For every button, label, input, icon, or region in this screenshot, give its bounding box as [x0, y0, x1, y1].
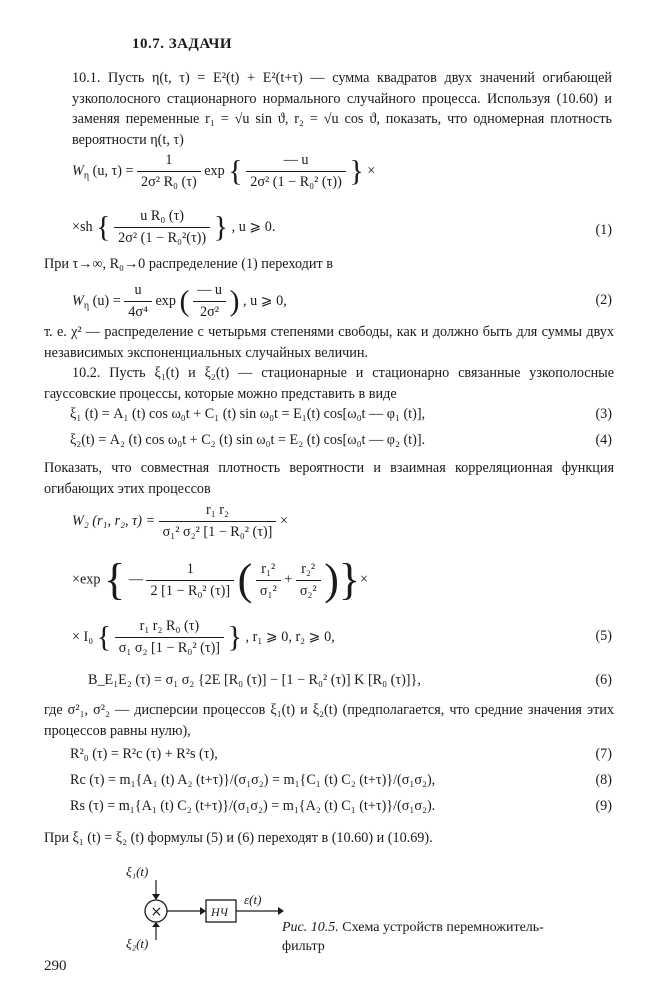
equation-6-number: (6) [595, 672, 612, 688]
equation-1-number: (1) [595, 222, 612, 238]
equation-9-number: (9) [595, 798, 612, 814]
page-number: 290 [44, 958, 67, 974]
equation-4-number: (4) [595, 432, 612, 448]
eq5-fraction-2: $\frac{1}{\text{2 [1 − R₀² (τ)]}}$ [146, 561, 234, 600]
eq5-fraction-4: $\frac{\text{r₂²}}{\text{σ₂²}}$ [296, 561, 321, 600]
caption-text: Схема устройств перемножитель-фильтр [282, 920, 544, 954]
eq1-fraction-2: $\frac{— u}{\text{2σ² (1 − R₀² (τ))}}$ [246, 152, 346, 191]
equation-4: ξ₂(t) = A₂ (t) cos ω₀t + C₂ (t) sin ω₀t = E₂ (t) cos[ω₀t — φ₂ (t)]. [70, 432, 426, 448]
equation-5-line-1: W₂ (r₁, r₂, τ) = $\frac{\text{r₁ r₂}}{\text{σ₁² σ₂² [1 − R₀² (τ)]}}$ × [72, 502, 288, 540]
figure-caption [282, 918, 582, 956]
equation-8: Rc (τ) = m₁{A₁ (t) A₂ (t+τ)}/(σ₁σ₂) = m₁{C₁ (t) C₂ (t+τ)}/(σ₁σ₂), [70, 772, 436, 788]
limit-text: При τ→∞, R₀→0 распределение (1) переходит в [44, 256, 333, 272]
input-bottom-label: ξ₂(t) [126, 936, 149, 951]
figure-multiplier-filter [120, 860, 290, 957]
eq5-fraction-1: $\frac{\text{r₁ r₂}}{\text{σ₁² σ₂² [1 − R₀² (τ)]}}$ [159, 502, 277, 541]
input-top-label: ξ₁(t) [126, 864, 149, 879]
equation-5-line-3: × I₀ { $\frac{\text{r₁ r₂ R₀ (τ)}}{\text{σ₁ σ₂ [1 − R₀² (τ)]}}$ } , r₁ ⩾ 0, r₂ ⩾ 0, [72, 618, 335, 656]
equation-1-line-1: $W_\eta$ (u, τ) = $\frac{1}{\text{2σ² R₀ (τ)}}$ exp { $\frac{— u}{\text{2σ² (1 − R₀² (τ))}}$ } × [72, 152, 376, 190]
equation-6: B_E₁E₂ (τ) = σ₁ σ₂ {2E [R₀ (τ)] − [1 − R₀² (τ)] K [R₀ (τ)]}, [88, 672, 421, 688]
problem-10-2-text: 10.2. Пусть ξ₁(t) и ξ₂(t) — стационарные и стационарно связанные узкополосные гауссовские процессы, которые можно представить в виде [44, 365, 614, 402]
problem-10-1-text: 10.1. Пусть η(t, τ) = E²(t) + E²(t+τ) — сумма квадратов двух значений огибающей узкополосного стационарного нормального случайного процесса. Используя (10.60) и заменяя переменные r₁ = √u sin ϑ, r₂ = √u cos ϑ, показать, что одномерная плотность вероятности η(t, τ) [72, 70, 612, 148]
eq2-fraction-1: $\frac{u}{\text{4σ⁴}}$ [124, 282, 152, 321]
eq1-fraction-1: $\frac{1}{\text{2σ² R₀ (τ)}}$ [137, 152, 201, 191]
multiplier-symbol: × [150, 904, 163, 920]
final-text: При ξ₁ (t) = ξ₂ (t) формулы (5) и (6) переходят в (10.60) и (10.69). [44, 830, 433, 846]
equation-5-line-2: ×exp { — $\frac{1}{\text{2 [1 − R₀² (τ)]}}$ ( $\frac{\text{r₁²}}{\text{σ₁²}}$ + $\frac{\text{r₂²}}{\text{σ₂²}}$ )}× [72, 555, 369, 604]
equation-1-line-2: ×sh { $\frac{\text{u R₀ (τ)}}{\text{2σ² (1 − R₀²(τ))}}$ } , u ⩾ 0. [72, 208, 276, 246]
block-diagram [120, 860, 290, 952]
equation-2: $W_\eta$ (u) = $\frac{u}{\text{4σ⁴}}$ exp ( $\frac{— u}{\text{2σ²}}$ ) , u ⩾ 0, [72, 282, 287, 320]
equation-9: Rs (τ) = m₁{A₁ (t) C₂ (t+τ)}/(σ₁σ₂) = m₁{A₂ (t) C₁ (t+τ)}/(σ₁σ₂). [70, 798, 436, 814]
eq1-fraction-3: $\frac{\text{u R₀ (τ)}}{\text{2σ² (1 − R₀²(τ))}}$ [114, 208, 210, 247]
conclusion-text: т. е. χ² — распределение с четырьмя степенями свободы, как и должно быть для суммы двух независимых экспоненциальных случайных величин. [44, 324, 614, 361]
filter-label: НЧ [211, 905, 228, 919]
show-text: Показать, что совместная плотность вероятности и взаимная корреляционная функция огибающих этих процессов [44, 460, 614, 497]
equation-5-number: (5) [595, 628, 612, 644]
equation-7: R²₀ (τ) = R²c (τ) + R²s (τ), [70, 746, 218, 762]
section-heading: 10.7. ЗАДАЧИ [132, 36, 233, 52]
equation-7-number: (7) [595, 746, 612, 762]
equation-3: ξ₁ (t) = A₁ (t) cos ω₀t + C₁ (t) sin ω₀t = E₁(t) cos[ω₀t — φ₁ (t)], [70, 406, 426, 422]
equation-8-number: (8) [595, 772, 612, 788]
equation-3-number: (3) [595, 406, 612, 422]
output-label: ε(t) [244, 892, 262, 907]
where-text: где σ²₁, σ²₂ — дисперсии процессов ξ₁(t) и ξ₂(t) (предполагается, что средние значения этих процессов равны нулю), [44, 702, 614, 739]
equation-2-number: (2) [595, 292, 612, 308]
eq2-fraction-2: $\frac{— u}{\text{2σ²}}$ [193, 282, 226, 321]
eq5-fraction-3: $\frac{\text{r₁²}}{\text{σ₁²}}$ [256, 561, 281, 600]
caption-prefix: Рис. 10.5. [282, 920, 339, 935]
eq5-fraction-5: $\frac{\text{r₁ r₂ R₀ (τ)}}{\text{σ₁ σ₂ [1 − R₀² (τ)]}}$ [115, 618, 224, 657]
